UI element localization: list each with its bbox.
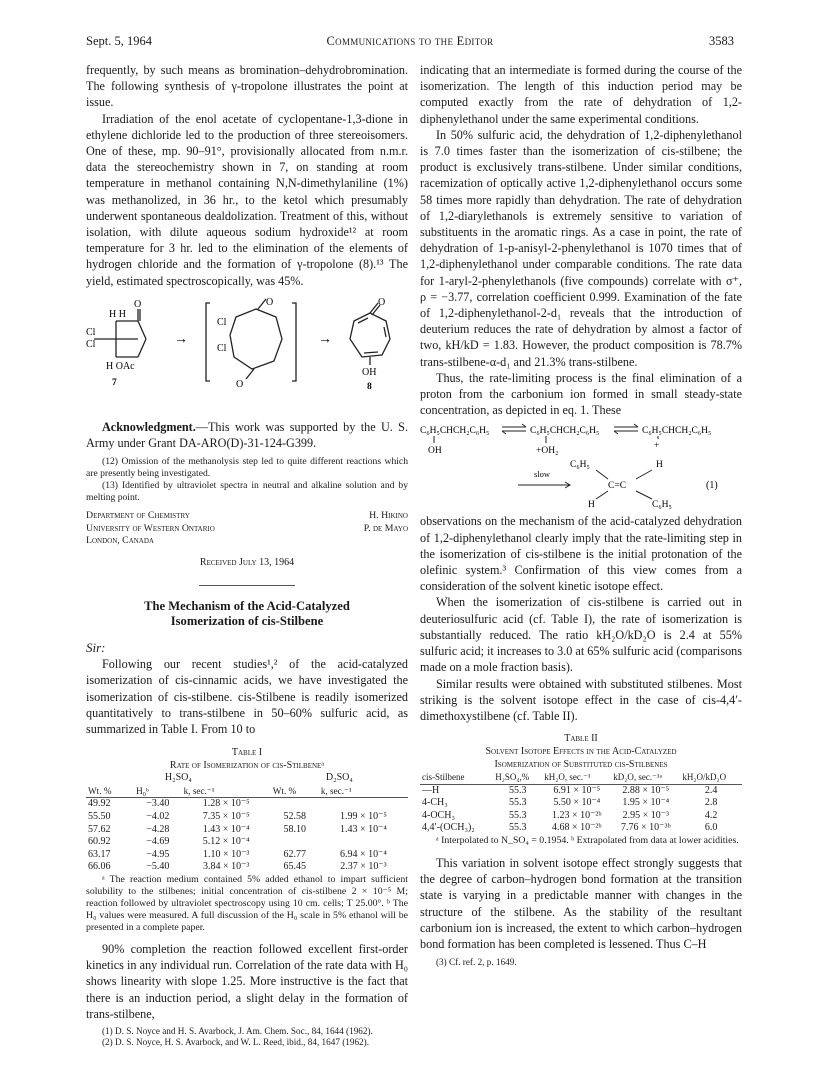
paragraph-90: 90% completion the reaction followed excellent first-order kinetics in any individual run. Correlation of the rate data with H₀ shows linearity with slope 1.25. More instructive is the fact that there is an induction period, a slight delay in the formation of trans-stilbene, xyxy=(86,941,408,1021)
table-1-row-cell: −5.40 xyxy=(146,861,170,873)
table-2-row xyxy=(420,797,742,810)
table-1-row xyxy=(86,798,408,811)
table-1-header: k, sec.⁻¹ xyxy=(319,785,408,798)
tropolone-scheme xyxy=(86,295,408,413)
issue-date: Sept. 5, 1964 xyxy=(86,34,152,48)
table-2-row-cell: 55.3 xyxy=(508,809,527,821)
table-1-note: ᵃ The reaction medium contained 5% added ethanol to impart sufficient solubility to the stilbenes; initial concentration of cis-stilbene 2 × 10⁻⁵ M; reaction followed by ultraviolet spectroscopy using 10 cm. cells; T 25.00°. ᵇ The H₀ values were measured. A full discussion of the H₀ scale in 5% ethanol will be presented in a complete paper. xyxy=(86,873,408,933)
table-2-row-cell: 4,4′-(OCH₃)₂ xyxy=(422,822,475,834)
table-2-row xyxy=(420,784,742,797)
received-date: Received July 13, 1964 xyxy=(199,556,295,568)
table-2-row-cell: 6.91 × 10⁻⁵ xyxy=(553,784,601,796)
eq-h-2: H xyxy=(588,500,595,510)
table-2-header: cis-Stilbene xyxy=(420,771,493,784)
acknowledgment-heading: Acknowledgment. xyxy=(102,419,196,434)
table-2-row-cell: 2.88 × 10⁻⁵ xyxy=(622,784,670,796)
table-1-row-cell: 49.92 xyxy=(88,798,111,810)
table-2-title-1: Solvent Isotope Effects in the Acid-Catalyzed xyxy=(485,746,677,758)
oac-label: H OAc xyxy=(106,360,135,372)
table-2-row-cell: 5.50 × 10⁻⁴ xyxy=(553,797,601,809)
eq-species-2: C₆H₅CHCH₂C₆H₅ xyxy=(530,426,600,437)
table-1-row-cell: −4.95 xyxy=(146,848,170,860)
table-2-row-cell: 2.4 xyxy=(704,784,718,796)
table-1-row-cell: −4.69 xyxy=(146,836,170,848)
table-1-row-cell: 63.17 xyxy=(88,848,111,860)
affiliation-block xyxy=(86,510,408,548)
table-2-row-cell: 1.95 × 10⁻⁴ xyxy=(622,797,670,809)
oh-label: OH xyxy=(362,366,377,378)
eq-oh: OH xyxy=(428,446,442,457)
cl-label-3: Cl xyxy=(217,316,227,328)
eq-oh2: +OH₂ xyxy=(536,446,559,457)
table-1-row-cell: 6.94 × 10⁻⁴ xyxy=(339,848,387,860)
table-2-row-cell: 55.3 xyxy=(508,797,527,809)
left-column xyxy=(86,62,408,1049)
eq-number: (1) xyxy=(706,480,718,492)
table-1-row-cell: 7.35 × 10⁻⁵ xyxy=(202,810,250,822)
table-1-group-d2so4: D₂SO₄ xyxy=(325,772,353,784)
table-1-header: H₀ᵇ xyxy=(134,785,182,798)
table-1-row xyxy=(86,811,408,824)
table-1-row-cell: 52.58 xyxy=(283,810,307,822)
table-1-header: Wt. % xyxy=(271,785,319,798)
eq-species-1: C₆H₅CHCH₂C₆H₅ xyxy=(420,426,490,437)
table-2-row-cell: 4-CH₃ xyxy=(422,797,448,809)
table-2-row-cell: 2.8 xyxy=(704,797,718,809)
table-2-header: kH₂O/kD₂O xyxy=(680,771,742,784)
eq-slow: slow xyxy=(534,469,551,480)
paragraph-observations: observations on the mechanism of the acid-catalyzed dehydration of 1,2-diphenylethanol clearly imply that the rate-limiting step in the isomerization of cis-stilbene is the initial protonation of the olefinic system.³ Confirmation of this view comes from a consideration of the solvent kinetic isotope effect. xyxy=(420,514,742,594)
o-label-7: O xyxy=(134,298,142,310)
table-1-row-cell: −4.02 xyxy=(146,810,170,822)
eq-plus: + xyxy=(654,441,660,452)
table-1-row-cell: 55.50 xyxy=(88,810,111,822)
reference-1: (1) D. S. Noyce and H. S. Avarbock, J. Am. Chem. Soc., 84, 1644 (1962). xyxy=(102,1025,373,1036)
article-title: The Mechanism of the Acid-Catalyzed Isomerization of cis-Stilbene xyxy=(144,598,350,628)
eq-c6h5-2: C₆H₅ xyxy=(652,500,672,510)
footnote-13: (13) Identified by ultraviolet spectra in neutral and alkaline solution and by melting point. xyxy=(86,480,408,504)
table-1-row-cell: −4.28 xyxy=(146,823,170,835)
table-2-row-cell: 6.0 xyxy=(704,822,718,834)
table-1-header: Wt. % xyxy=(86,785,134,798)
paragraph-intro: frequently, by such means as bromination–dehydrobromination. The following synthesis of γ-tropolone illustrates the point at issue. xyxy=(86,63,408,110)
table-1-row-cell: 1.43 × 10⁻⁴ xyxy=(339,823,387,835)
table-1-row-cell: 57.62 xyxy=(88,823,111,835)
o-label-int-2: O xyxy=(236,378,244,390)
arrow-1: → xyxy=(174,331,188,347)
table-2-row xyxy=(420,822,742,835)
table-1-group-h2so4: H₂SO₄ xyxy=(164,772,192,784)
table-1-row-cell: 5.12 × 10⁻⁴ xyxy=(202,836,250,848)
table-1-row-cell xyxy=(271,798,319,811)
table-1-body xyxy=(86,798,408,874)
table-2-title-2: Isomerization of Substituted cis-Stilbenes xyxy=(494,759,668,771)
table-1-row-cell: 1.10 × 10⁻³ xyxy=(202,848,250,860)
table-1-row-cell: 1.99 × 10⁻⁵ xyxy=(339,810,387,822)
table-1-header: k, sec.⁻¹ xyxy=(182,785,271,798)
table-1-title: Rate of Isomerization of cis-Stilbeneᵃ xyxy=(169,760,325,772)
table-1-row xyxy=(86,824,408,837)
o-label-int-1: O xyxy=(266,296,274,308)
acknowledgment-text: —This work was supported by the U. S. Army under Grant DA-ARO(D)-31-124-G399. xyxy=(86,419,408,451)
table-2-row-cell: 4.2 xyxy=(704,809,718,821)
paragraph-when: When the isomerization of cis-stilbene is carried out in deuteriosulfuric acid (cf. Table I), the rate of isomerization is substantially reduced. The ratio kH₂O/kD₂O is 2.4 at 55% sulfuric acid; it increases to 3.0 at 65% sulfuric acid (comparisons made on a mole fraction basis). xyxy=(420,595,742,675)
equation-1 xyxy=(420,421,742,509)
table-1-row xyxy=(86,849,408,862)
page-number: 3583 xyxy=(709,34,734,48)
author-names: H. Hikino P. de Mayo xyxy=(363,510,408,534)
table-1-row-cell: −3.40 xyxy=(146,798,170,810)
journal-section: Communications to the Editor xyxy=(326,34,494,48)
eq-species-3: C₆H₅CHCH₂C₆H₅ xyxy=(642,426,712,437)
arrow-2: → xyxy=(318,331,332,347)
paragraph-variation: This variation in solvent isotope effect strongly suggests that the degree of carbon–hydrogen bond formation at the transition state is varying in a predictable manner with changes in the structure of the stilbene. As the stability of the resultant carbonium ion is increased, the extent to which carbon–hydrogen bond formation has been completed is lessened. Thus C–H xyxy=(420,856,742,952)
table-2-row xyxy=(420,810,742,823)
compound-8-number: 8 xyxy=(367,381,372,392)
table-2-body xyxy=(420,784,742,835)
table-2-label: Table II xyxy=(564,733,598,745)
paragraph-thus: Thus, the rate-limiting process is the final elimination of a proton from the carbonium ion formed in small steady-state concentration, as depicted in eq. 1. These xyxy=(420,370,742,418)
paragraph-50: In 50% sulfuric acid, the dehydration of 1,2-diphenylethanol is 7.0 times faster than the isomerization of cis-stilbene; the product is exclusively trans-stilbene. Under similar conditions, racemization of optically active 1,2-diphenylethanol occurs some 58 times more rapidly than dehydration. The rate of dehydration of 1,2-diarylethanols is extremely sensitive to variation of substituents in the aromatic rings. As a case in point, the rate of dehydration of 1-p-anisyl-2-phenylethanol is 1070 times that of 1,2-diphenylethanol under comparable conditions. The rate data for 1-aryl-2-phenylethanols (five compounds) correlate with σ⁺, ρ = −3.77, correlation coefficient 0.999. Examination of the fate of 1,2-diphenylethanol-2-d₁ reveals that the introduction of deuterium reduces the rate of dehydration by almost a factor of two, kH/kD = 1.83. However, the product composition is 78.7% trans-stilbene-α-d₁ and 21.3% trans-stilbene. xyxy=(420,127,742,369)
affiliation-lines: Department of Chemistry University of Western Ontario London, Canada xyxy=(86,510,215,547)
table-2-header: H₂SO₄,% xyxy=(493,771,542,784)
table-2-header: kH₂O, sec.⁻¹ xyxy=(542,771,611,784)
paragraph-similar: Similar results were obtained with substituted stilbenes. Most striking is the solvent isotope effect in the case of cis-4,4′-dimethoxystilbene (cf. Table II). xyxy=(420,676,742,723)
table-1-row-cell xyxy=(319,836,408,849)
table-2-row-cell: 4.68 × 10⁻²ᵇ xyxy=(552,822,602,834)
table-1-row-cell: 3.84 × 10⁻³ xyxy=(202,861,250,873)
hh-label: H H xyxy=(109,308,126,320)
table-1 xyxy=(86,746,408,934)
table-1-grid xyxy=(86,772,408,874)
table-2-grid xyxy=(420,771,742,835)
table-1-row-cell: 2.37 × 10⁻³ xyxy=(340,861,387,873)
right-column xyxy=(420,62,742,969)
table-1-row xyxy=(86,836,408,849)
table-1-row xyxy=(86,861,408,874)
table-2-row-cell: 2.95 × 10⁻³ xyxy=(622,809,670,821)
page-header xyxy=(86,34,734,52)
article-separator xyxy=(199,585,295,586)
table-2-header: kD₂O, sec.⁻¹ᵃ xyxy=(611,771,680,784)
paragraph-indicating: indicating that an intermediate is formed during the course of the isomerization. The length of this induction period may be computed exactly from the rate of dehydration of 1,2-diphenylethanol under the same experimental conditions. xyxy=(420,63,742,126)
table-1-row-cell: 1.28 × 10⁻⁵ xyxy=(202,798,250,810)
table-1-row-cell: 1.43 × 10⁻⁴ xyxy=(202,823,250,835)
table-1-row-cell: 60.92 xyxy=(88,836,111,848)
paragraph-following: Following our recent studies¹,² of the acid-catalyzed isomerization of cis-cinnamic acids, we have investigated the isomerization of cis-stilbene. cis-Stilbene is readily isomerized quantitatively to trans-stilbene in 50–60% sulfuric acid, as summarized in Table I. From 10 to xyxy=(86,657,408,736)
eq-h-1: H xyxy=(656,460,663,471)
table-2-row-cell: 55.3 xyxy=(508,822,527,834)
paragraph-irradiation: Irradiation of the enol acetate of cyclopentane-1,3-dione in ethylene dichloride led to the production of three stereoisomers. One of these, mp. 90–91°, provisionally allocated from n.m.r. data the stereochemistry shown in 7, on standing at room temperature in methanol containing N,N-dimethylaniline (1%) was methanolized, in 36 hr., to the ketol which presumably underwent spontaneous dealdolization. Treatment of this, without isolation, with dilute aqueous sodium hydroxide¹² at room temperature for 3 hr. led to the elimination of the elements of hydrogen chloride and the formation of γ-tropolone (8).¹³ The yield, estimated spectroscopically, was 45%. xyxy=(86,111,408,288)
reference-2: (2) D. S. Noyce, H. S. Avarbock, and W. L. Reed, ibid., 84, 1647 (1962). xyxy=(102,1037,369,1048)
table-1-row-cell: 65.45 xyxy=(283,861,307,873)
compound-7-number: 7 xyxy=(112,377,117,388)
cl-label-4: Cl xyxy=(217,342,227,354)
footnotes xyxy=(86,456,408,504)
salutation: Sir: xyxy=(86,639,106,655)
table-2-row-cell: —H xyxy=(422,784,440,796)
table-2-note: ᵃ Interpolated to N_SO₄ = 0.1954. ᵇ Extrapolated from data at lower acidities. xyxy=(436,835,739,847)
compound-8-structure xyxy=(350,303,390,365)
references-left xyxy=(86,1026,408,1049)
table-1-row-cell xyxy=(271,836,319,849)
table-1-row-cell xyxy=(319,798,408,811)
table-2-row-cell: 7.76 × 10⁻³ᵇ xyxy=(621,822,671,834)
table-1-label: Table I xyxy=(231,747,263,759)
table-1-row-cell: 66.06 xyxy=(88,861,111,873)
table-1-row-cell: 62.77 xyxy=(283,848,307,860)
table-2-row-cell: 1.23 × 10⁻²ᵇ xyxy=(552,809,602,821)
acknowledgment xyxy=(86,419,408,451)
footnote-12: (12) Omission of the methanolysis step led to quite different reactions which are presently being investigated. xyxy=(86,456,408,480)
table-2-row-cell: 4-OCH₃ xyxy=(422,809,455,821)
table-2 xyxy=(420,732,742,847)
eq-c6h5-1: C₆H₅ xyxy=(570,460,590,471)
table-2-row-cell: 55.3 xyxy=(508,784,527,796)
cl-label-2: Cl xyxy=(86,338,96,350)
reference-3: (3) Cf. ref. 2, p. 1649. xyxy=(436,957,517,968)
eq-cc: C=C xyxy=(608,481,627,492)
o-label-8: O xyxy=(378,296,386,308)
cl-label-1: Cl xyxy=(86,326,96,338)
table-1-row-cell: 58.10 xyxy=(283,823,307,835)
intermediate-structure xyxy=(206,296,296,381)
